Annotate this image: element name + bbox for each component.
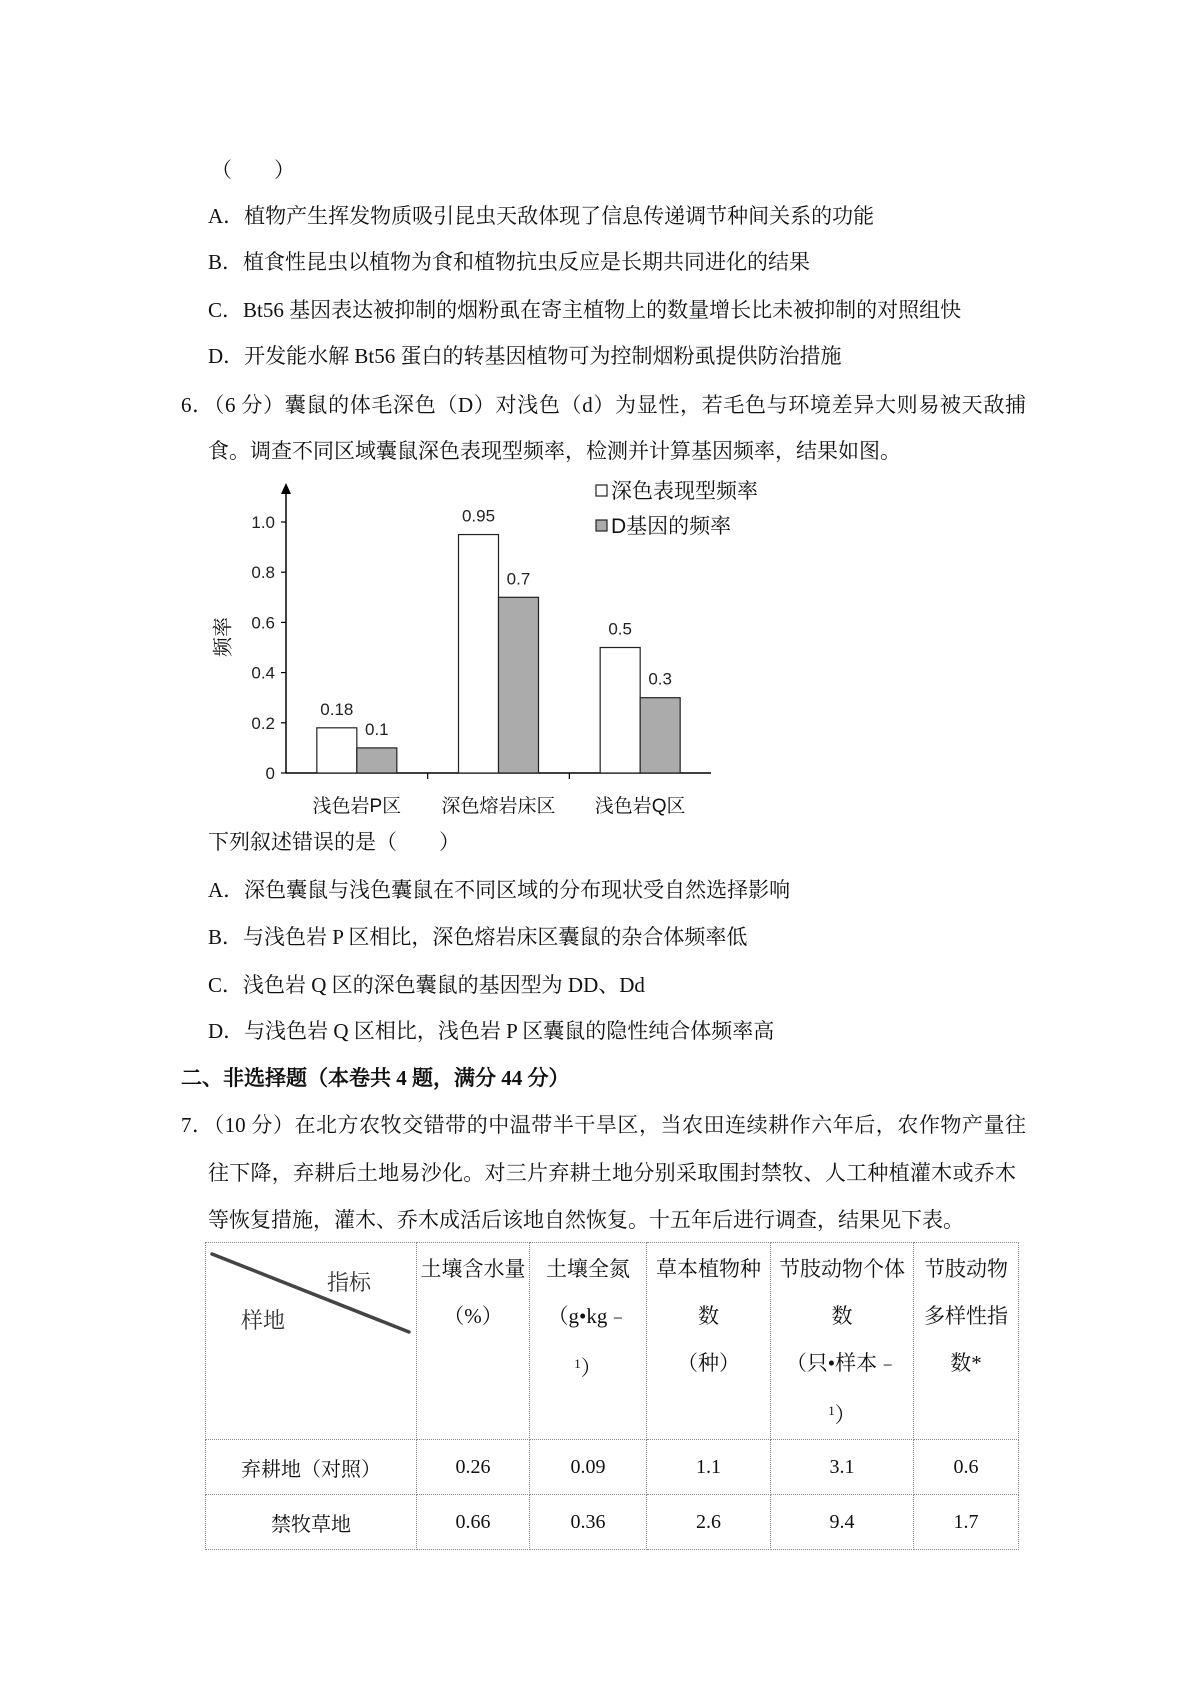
header-line: 数* — [950, 1351, 982, 1375]
row-label: 禁牧草地 — [206, 1495, 417, 1550]
table-row — [206, 1495, 1019, 1550]
q5-option-c: C．Bt56 基因表达被抑制的烟粉虱在寄主植物上的数量增长比未被抑制的对照组快 — [208, 298, 962, 322]
q7-stem-line-3: 等恢复措施，灌木、乔木成活后该地自然恢复。十五年后进行调查，结果见下表。 — [208, 1208, 964, 1232]
column-header-soil-water — [417, 1243, 530, 1440]
q6-option-c: C．浅色岩 Q 区的深色囊鼠的基因型为 DD、Dd — [208, 973, 645, 997]
unit-exponent: 1 — [574, 1356, 581, 1371]
diagonal-divider — [206, 1243, 417, 1437]
q5-option-a: A．植物产生挥发物质吸引昆虫天敌体现了信息传递调节种间关系的功能 — [208, 204, 875, 228]
table-cell: 9.4 — [771, 1495, 914, 1550]
table-cell: 1.1 — [647, 1440, 771, 1495]
legend-label: 深色表现型频率 — [611, 480, 758, 503]
bar-series1-category3 — [600, 648, 640, 774]
table-cell: 1.7 — [914, 1495, 1019, 1550]
table-cell: 0.6 — [914, 1440, 1019, 1495]
bar-series1-category2 — [459, 535, 499, 773]
category-label: 浅色岩P区 — [312, 796, 402, 817]
y-tick-label: 0.2 — [251, 713, 275, 733]
header-line: 节肢动物个体 — [779, 1257, 905, 1281]
bar-series2-category1 — [357, 748, 397, 773]
header-line: 草本植物种 — [656, 1257, 761, 1281]
category-label: 浅色岩Q区 — [594, 796, 686, 817]
header-line — [530, 1340, 646, 1392]
q6-option-b: B．与浅色岩 P 区相比，深色熔岩床区囊鼠的杂合体频率低 — [208, 925, 748, 949]
y-axis-arrow — [281, 483, 291, 494]
header-line: （g•kg﹣ — [547, 1304, 629, 1328]
table-row — [206, 1440, 1019, 1495]
table-header-row — [206, 1243, 1019, 1440]
table-cell: 2.6 — [647, 1495, 771, 1550]
table-cell: 0.66 — [417, 1495, 530, 1550]
header-line: 土壤全氮 — [546, 1257, 630, 1281]
survey-results-table — [205, 1242, 1019, 1550]
y-tick-label: 1.0 — [251, 513, 275, 532]
header-line: （种） — [677, 1351, 740, 1375]
header-line: （%） — [443, 1304, 503, 1328]
column-header-herb-species — [647, 1243, 771, 1440]
bar-series2-category3 — [640, 698, 680, 773]
column-header-soil-nitrogen — [530, 1243, 647, 1440]
row-label: 弃耕地（对照） — [206, 1440, 417, 1495]
legend-label: D基因的频率 — [611, 515, 732, 538]
q5-option-d: D．开发能水解 Bt56 蛋白的转基因植物可为控制烟粉虱提供防治措施 — [208, 344, 842, 368]
y-tick-label: 0.6 — [251, 613, 275, 633]
unit-close: ） — [834, 1403, 856, 1427]
y-tick-label: 0.4 — [251, 663, 275, 683]
y-tick-label: 0.8 — [251, 563, 275, 583]
q6-stem-line-2: 食。调查不同区域囊鼠深色表现型频率，检测并计算基因频率，结果如图。 — [208, 439, 901, 463]
q6-stem-line-1: 6．（6 分）囊鼠的体毛深色（D）对浅色（d）为显性，若毛色与环境差异大则易被天敌捕 — [181, 393, 1026, 417]
bar-value-label: 0.5 — [608, 619, 632, 639]
header-line — [771, 1387, 913, 1439]
bar-value-label: 0.7 — [506, 569, 531, 589]
header-line: 数 — [698, 1304, 719, 1328]
category-label: 深色熔岩床区 — [441, 796, 556, 817]
bar-value-label: 0.18 — [320, 699, 354, 719]
table-corner-cell — [206, 1243, 417, 1440]
bar-value-label: 0.1 — [365, 719, 389, 739]
table-cell: 0.36 — [530, 1495, 647, 1550]
corner-column-axis-label: 指标 — [327, 1270, 372, 1295]
q6-prompt: 下列叙述错误的是（ ） — [208, 830, 460, 854]
table-cell: 0.09 — [530, 1440, 647, 1495]
legend-swatch — [596, 520, 607, 531]
corner-row-axis-label: 样地 — [241, 1308, 286, 1333]
q5-option-b: B．植食性昆虫以植物为食和植物抗虫反应是长期共同进化的结果 — [208, 250, 811, 274]
header-line: 土壤含水量 — [420, 1257, 526, 1281]
header-line: 数 — [831, 1304, 853, 1328]
q5-answer-bracket: （ ） — [211, 158, 295, 182]
section-title: 二、非选择题（本卷共 4 题，满分 44 分） — [181, 1066, 570, 1090]
table-cell: 3.1 — [771, 1440, 914, 1495]
legend-swatch — [596, 485, 607, 496]
unit-exponent: 1 — [828, 1403, 835, 1418]
frequency-bar-chart — [200, 470, 780, 830]
bar-value-label: 0.95 — [461, 506, 496, 526]
unit-close: ） — [580, 1356, 602, 1380]
header-line: 多样性指 — [924, 1304, 1008, 1328]
bar-series2-category2 — [499, 597, 539, 773]
y-axis-label: 频率 — [212, 617, 235, 657]
header-line: （只•样本﹣ — [785, 1351, 899, 1375]
column-header-arthropod-diversity — [914, 1243, 1019, 1440]
q6-option-a: A．深色囊鼠与浅色囊鼠在不同区域的分布现状受自然选择影响 — [208, 878, 791, 902]
bar-value-label: 0.3 — [648, 669, 672, 689]
column-header-arthropod-count — [771, 1243, 914, 1440]
header-line: 节肢动物 — [924, 1257, 1008, 1281]
q7-stem-line-1: 7．（10 分）在北方农牧交错带的中温带半干旱区，当农田连续耕作六年后，农作物产量往 — [181, 1113, 1026, 1137]
table-cell: 0.26 — [417, 1440, 530, 1495]
y-tick-label: 0 — [265, 764, 275, 783]
q6-option-d: D．与浅色岩 Q 区相比，浅色岩 P 区囊鼠的隐性纯合体频率高 — [208, 1019, 775, 1043]
bar-series1-category1 — [317, 728, 357, 773]
q7-stem-line-2: 往下降，弃耕后土地易沙化。对三片弃耕土地分别采取围封禁牧、人工种植灌木或乔木 — [208, 1161, 1016, 1185]
